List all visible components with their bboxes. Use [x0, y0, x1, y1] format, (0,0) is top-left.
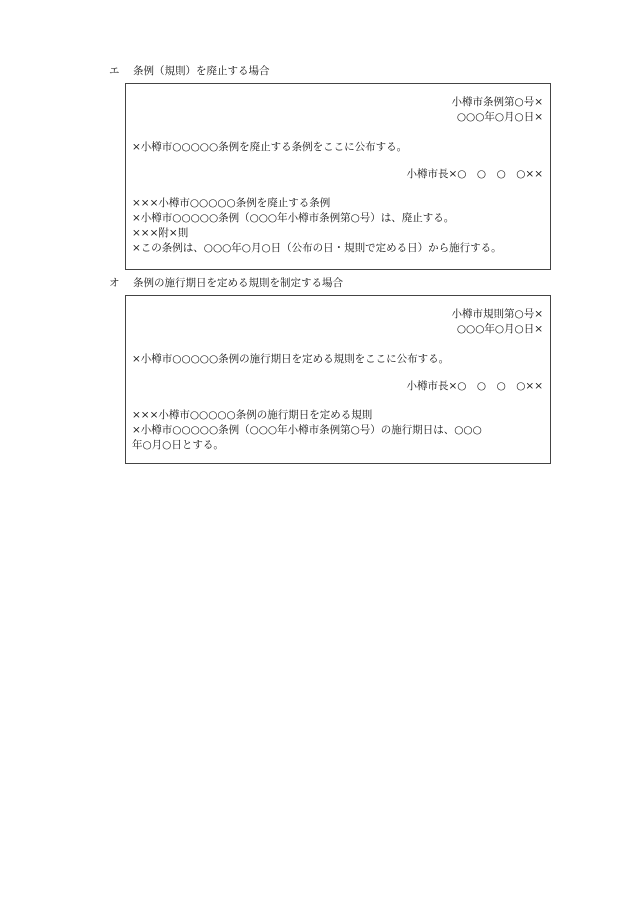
section-e-mayor: 小樽市長×○ ○ ○ ○××: [406, 168, 543, 180]
section-o-number: 小樽市規則第○号×: [451, 308, 543, 320]
section-o-body-line-1: ×小樽市○○○○○条例（○○○年小樽市条例第○号）の施行期日は、○○○: [132, 424, 482, 436]
section-e-body: ×小樽市○○○○○条例（○○○年小樽市条例第○号）は、廃止する。: [132, 212, 455, 224]
section-o-promulgation: ×小樽市○○○○○条例の施行期日を定める規則をここに公布する。: [132, 353, 450, 365]
section-e-promulgation: ×小樽市○○○○○条例を廃止する条例をここに公布する。: [132, 141, 408, 153]
section-o-law-title: ×××小樽市○○○○○条例の施行期日を定める規則: [132, 409, 373, 421]
section-e-law-title: ×××小樽市○○○○○条例を廃止する条例: [132, 197, 331, 209]
section-e-supplementary: ×××附×則: [132, 227, 189, 239]
section-e-title: 条例（規則）を廃止する場合: [133, 65, 270, 77]
section-o-date: ○○○年○月○日×: [456, 323, 543, 335]
section-o-body-line-2: 年○月○日とする。: [132, 439, 224, 451]
section-o-mayor: 小樽市長×○ ○ ○ ○××: [406, 380, 543, 392]
section-e-number: 小樽市条例第○号×: [451, 96, 543, 108]
section-e-mark: エ: [109, 65, 120, 77]
section-o-heading: [109, 276, 343, 290]
section-o-mark: オ: [109, 277, 120, 289]
section-o-title: 条例の施行期日を定める規則を制定する場合: [133, 277, 343, 289]
section-o-frame: [125, 295, 551, 464]
section-e-heading: [109, 64, 270, 78]
section-e-frame: [125, 83, 551, 270]
section-e-date: ○○○年○月○日×: [456, 111, 543, 123]
section-e-effective: ×この条例は、○○○年○月○日（公布の日・規則で定める日）から施行する。: [132, 242, 502, 254]
